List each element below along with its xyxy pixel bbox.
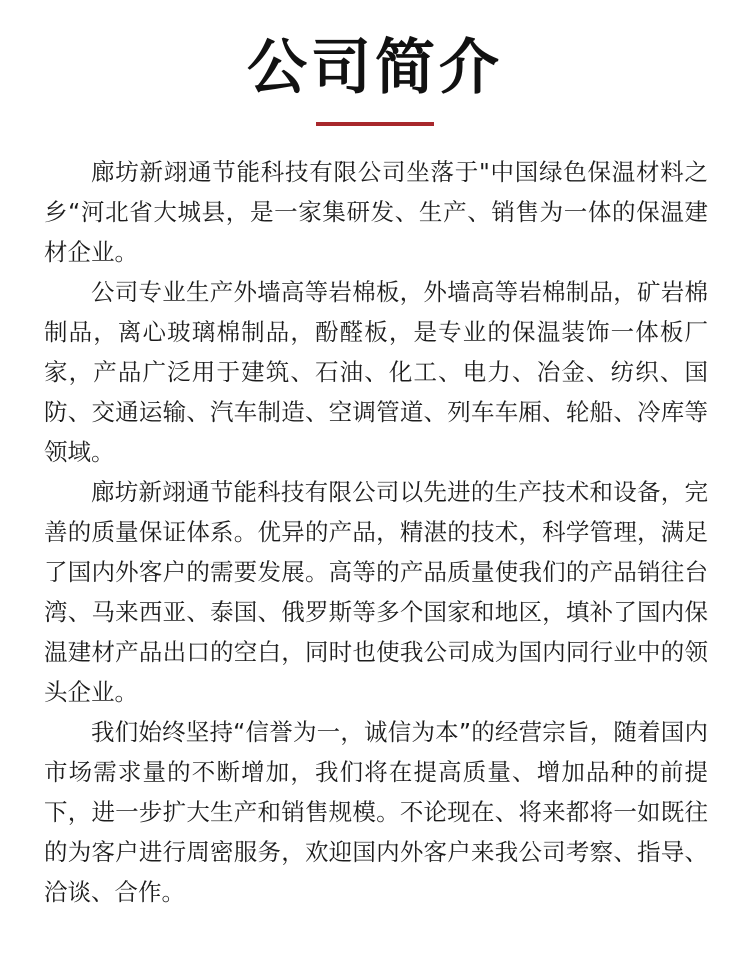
paragraph-philosophy: 我们始终坚持“信誉为一，诚信为本”的经营宗旨，随着国内市场需求量的不断增加，我们将在提高质量、增加品种的前提下，进一步扩大生产和销售规模。不论现在、将来都将一如既往的为客户进行周密服务，欢迎国内外客户来我公司考察、指导、洽谈、合作。 [44,718,708,906]
paragraph-intro: 廊坊新翊通节能科技有限公司坐落于"中国绿色保温材料之乡“河北省大城县，是一家集研发、生产、销售为一体的保温建材企业。 [44,158,708,266]
paragraph-products: 公司专业生产外墙高等岩棉板，外墙高等岩棉制品，矿岩棉制品，离心玻璃棉制品，酚醛板，是专业的保温装饰一体板厂家，产品广泛用于建筑、石油、化工、电力、冶金、纺织、国防、交通运输、汽车制造、空调管道、列车车厢、轮船、冷库等领域。 [44,278,708,466]
page-title: 公司简介 [247,33,503,103]
title-divider [316,122,434,126]
paragraph-quality: 廊坊新翊通节能科技有限公司以先进的生产技术和设备，完善的质量保证体系。优异的产品，精湛的技术，科学管理，满足了国内外客户的需要发展。高等的产品质量使我们的产品销往台湾、马来西亚、泰国、俄罗斯等多个国家和地区，填补了国内保温建材产品出口的空白，同时也使我公司成为国内同行业中的领头企业。 [44,478,708,706]
profile-content [44,152,708,912]
